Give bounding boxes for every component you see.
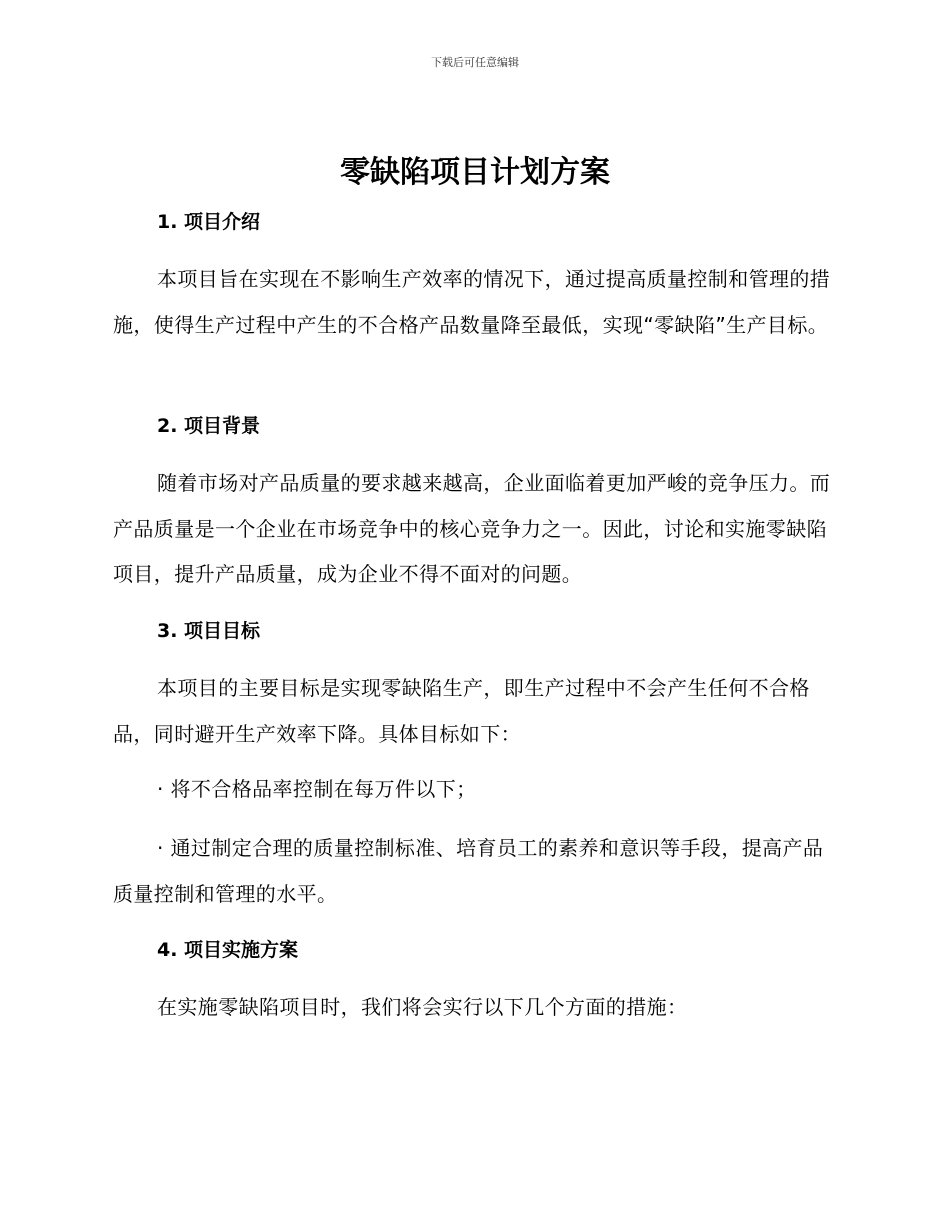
section-heading-intro: 1. 项目介绍 [157,211,261,233]
section-heading-background: 2. 项目背景 [157,415,261,437]
section-heading-goals: 3. 项目目标 [157,620,261,642]
document-title: 零缺陷项目计划方案 [340,155,610,190]
paragraph-implementation: 在实施零缺陷项目时，我们将会实行以下几个方面的措施： [157,995,688,1019]
paragraph-intro: 本项目旨在实现在不影响生产效率的情况下，通过提高质量控制和管理的措施，使得生产过程中产生的不合格产品数量降至最低，实现“零缺陷”生产目标。 [113,267,831,337]
paragraph-background: 随着市场对产品质量的要求越来越高，企业面临着更加严峻的竞争压力。而产品质量是一个企业在市场竞争中的核心竞争力之一。因此，讨论和实施零缺陷项目，提升产品质量，成为企业不得不面对的问题。 [113,471,831,586]
header-note: 下载后可任意编辑 [431,56,519,69]
section-heading-implementation: 4. 项目实施方案 [157,939,299,961]
goal-list-item-2: · 通过制定合理的质量控制标准、培育员工的素养和意识等手段，提高产品质量控制和管理的水平。 [113,836,824,906]
goal-list-item-1: · 将不合格品率控制在每万件以下； [157,777,477,801]
paragraph-goals: 本项目的主要目标是实现零缺陷生产，即生产过程中不会产生任何不合格品，同时避开生产效率下降。具体目标如下： [113,676,810,746]
